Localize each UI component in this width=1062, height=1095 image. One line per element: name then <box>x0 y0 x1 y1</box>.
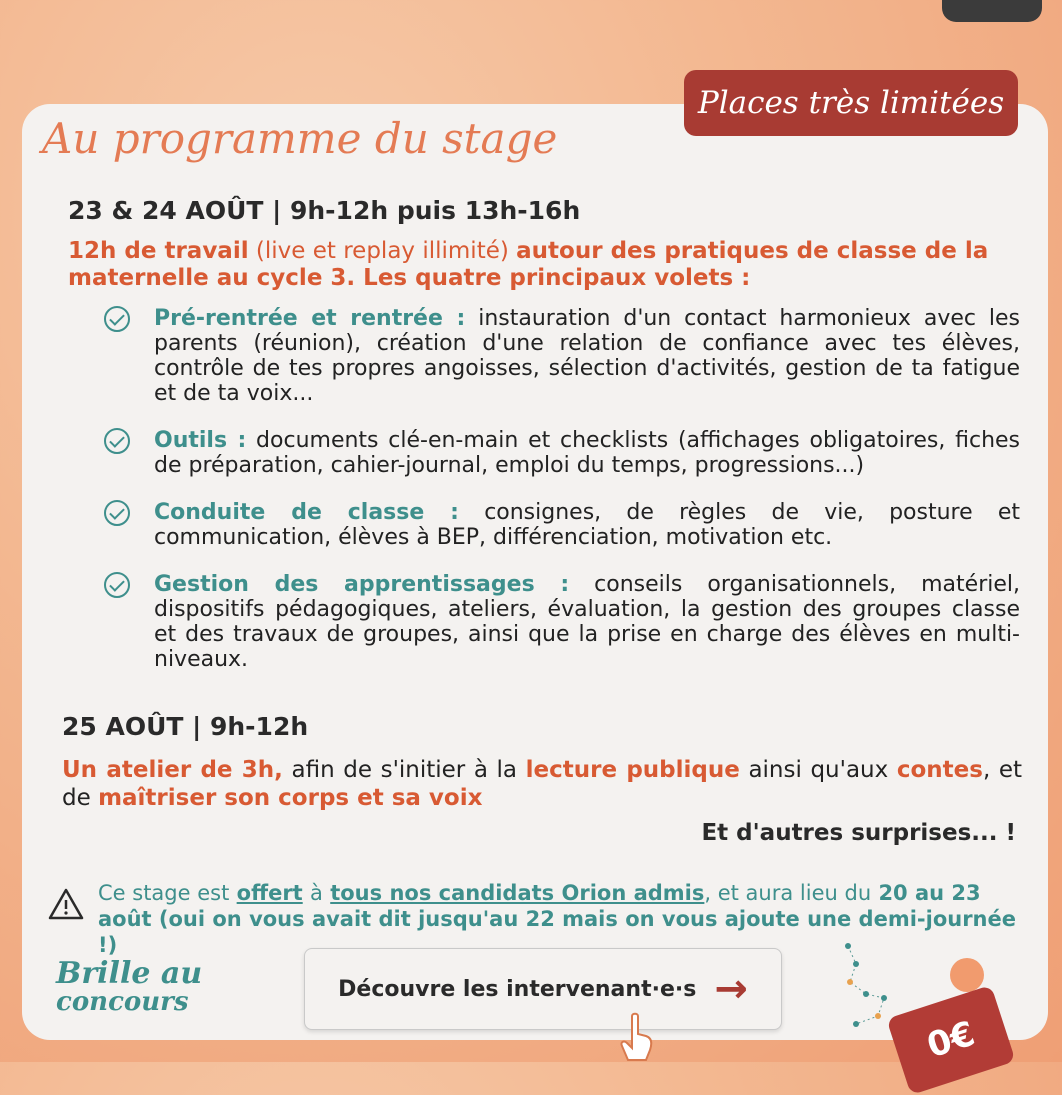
top-tab <box>942 0 1042 22</box>
tag-ball <box>950 958 984 992</box>
item-label: Outils : <box>154 428 247 453</box>
item-text: instauration d'un contact harmonieux avec les parents (réunion), création d'une relation de confiance avec tes élèves, contrôle de tes propres angoisses, sélection d'activités, gestion de ta fatigue et de ta voix... <box>154 306 1020 406</box>
notice-part: à <box>310 881 323 905</box>
notice-offered: offert <box>236 881 303 905</box>
item-text: documents clé-en-main et checklists (affichages obligatoires, fiches de préparation, cahier-journal, emploi du temps, progressions...) <box>154 428 1021 478</box>
day1-intro <box>68 238 1028 292</box>
workshop-text: afin de s'initier à la <box>291 757 518 783</box>
item-label: Gestion des apprentissages : <box>154 572 570 597</box>
workshop-tales: contes <box>896 757 983 783</box>
intro-live: (live et replay illimité) <box>255 238 509 264</box>
workshop-voice: maîtriser son corps et sa voix <box>98 785 483 811</box>
discover-speakers-button[interactable] <box>304 948 782 1030</box>
check-circle-icon <box>104 500 130 526</box>
item-label: Pré-rentrée et rentrée : <box>154 306 466 331</box>
logo-line: concours <box>56 987 189 1017</box>
workshop-text: , et de <box>62 757 1023 811</box>
check-circle-icon <box>104 572 130 598</box>
list-item <box>104 306 1020 406</box>
notice-part: Ce stage est <box>98 881 230 905</box>
notice-part: , et aura lieu du <box>704 881 872 905</box>
brand-logo <box>56 956 216 1024</box>
arrow-right-icon: → <box>714 966 748 1012</box>
list-item <box>104 428 1020 478</box>
limited-places-badge: Places très limitées <box>684 70 1018 136</box>
notice-candidates: tous nos candidats Orion admis <box>330 881 705 905</box>
check-circle-icon <box>104 306 130 332</box>
intro-rest: autour des pratiques de classe de la maternelle au cycle 3. Les quatre principaux volets : <box>68 238 989 291</box>
list-item <box>104 500 1020 550</box>
workshop-duration: Un atelier de 3h, <box>62 757 283 783</box>
day1-date: 23 & 24 AOÛT | 9h-12h puis 13h-16h <box>68 196 581 225</box>
item-text: conseils organisationnels, matériel, dispositifs pédagogiques, ateliers, évaluation, la gestion des groupes classe et des travaux de groupes, ainsi que la prise en charge des élèves en multi-niveaux. <box>154 572 1020 672</box>
item-label: Conduite de classe : <box>154 500 459 525</box>
surprises-text: Et d'autres surprises... ! <box>701 820 1016 846</box>
list-item <box>104 572 1020 672</box>
price-tag: 0€ <box>886 985 1015 1095</box>
day2-date: 25 AOÛT | 9h-12h <box>62 712 309 741</box>
item-text: consignes, de règles de vie, posture et communication, élèves à BEP, différenciation, motivation etc. <box>154 500 1020 550</box>
intro-hours: 12h de travail <box>68 238 249 264</box>
day2-workshop <box>62 756 1022 812</box>
notice-dates: 20 au 23 août (oui on vous avait dit jusqu'au 22 mais on vous ajoute une demi-journée !) <box>98 881 1016 957</box>
cta-label: Découvre les intervenant·e·s <box>338 976 697 1002</box>
page-title: Au programme du stage <box>42 114 558 163</box>
check-circle-icon <box>104 428 130 454</box>
workshop-reading: lecture publique <box>525 757 740 783</box>
workshop-text: ainsi qu'aux <box>748 757 889 783</box>
warning-icon <box>48 888 84 920</box>
pointer-hand-icon <box>616 1012 656 1062</box>
logo-line: Brille au <box>56 956 203 991</box>
topics-list <box>104 306 1020 694</box>
